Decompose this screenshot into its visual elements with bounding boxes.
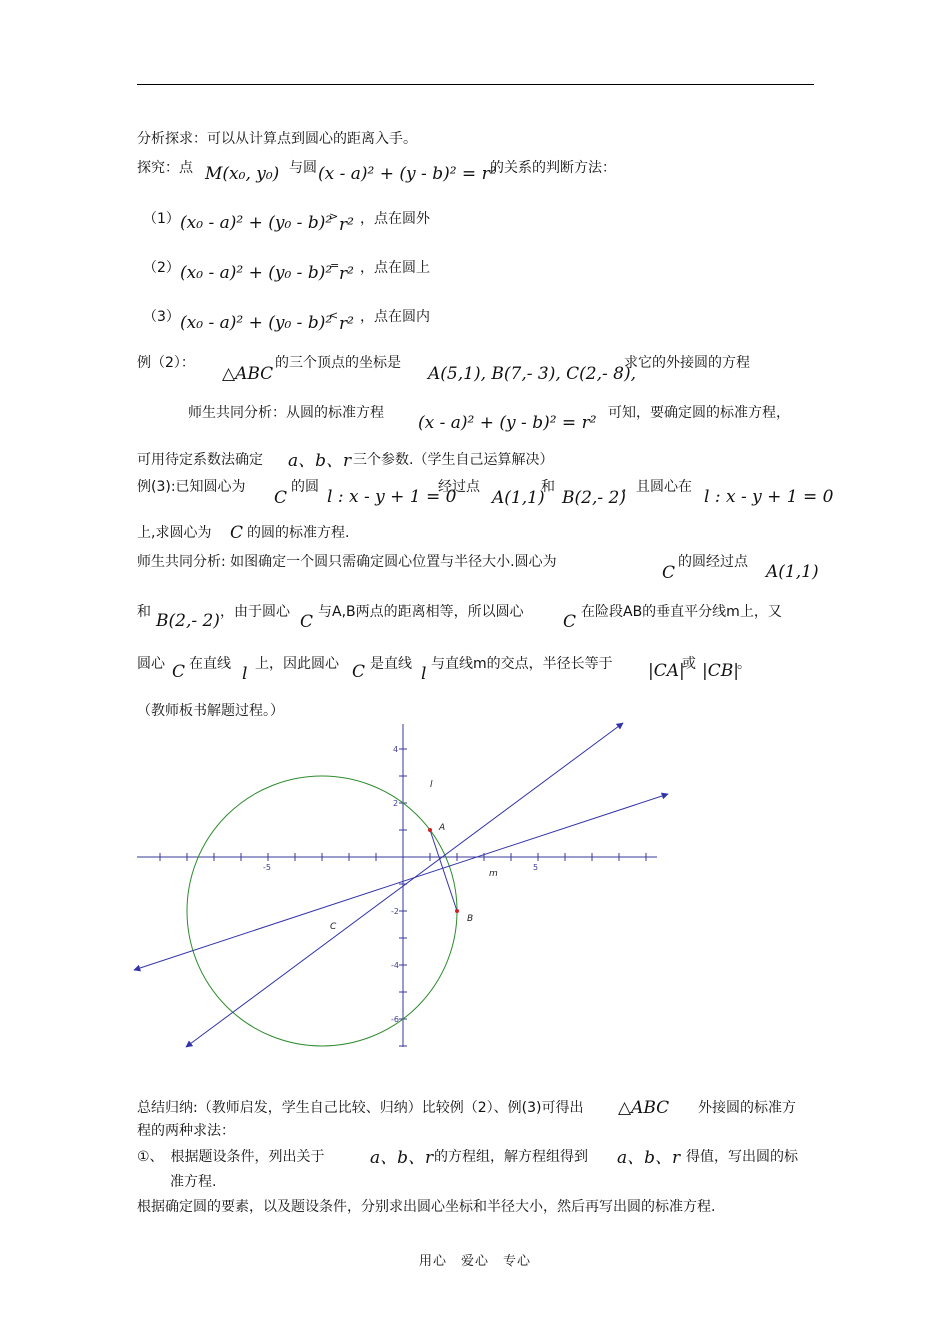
case-1-lhs: (x₀ - a)² + (y₀ - b)²	[180, 213, 333, 233]
circumcircle	[187, 776, 457, 1046]
method-1-a: ①、 根据题设条件，列出关于	[137, 1149, 325, 1165]
case-2-lhs: (x₀ - a)² + (y₀ - b)²	[180, 263, 333, 283]
line-l-ref: l	[242, 664, 248, 684]
example-2-text: 的三个顶点的坐标是	[275, 355, 401, 371]
example-2-label: 例（2）：	[137, 355, 195, 371]
point-B-2: B(2,- 2)	[156, 611, 220, 631]
case-2-text: ，点在圆上	[360, 260, 430, 276]
example-2-question: 求它的外接圆的方程	[624, 355, 750, 371]
center-C-2: C	[230, 523, 244, 543]
y-tick-label: -4	[391, 961, 399, 970]
case-1-text: ，点在圆外	[360, 211, 430, 227]
circle-equation: (x - a)² + (y - b)² = r²	[318, 164, 497, 184]
para-3-f: 或	[682, 656, 696, 672]
case-2-label: （2）	[143, 260, 180, 276]
point-b-dot	[455, 909, 459, 913]
center-C-4: C	[300, 612, 314, 632]
case-2-sign: =	[330, 259, 340, 272]
line-l-equation-2: l : x - y + 1 = 0	[704, 487, 834, 507]
para-2-c: 与A,B两点的距离相等，所以圆心	[318, 604, 524, 620]
point-A-2: A(1,1)	[766, 562, 819, 582]
example-3-f: 上,求圆心为	[137, 525, 212, 541]
x-tick-label: -5	[263, 863, 271, 872]
line-l-ref-2: l	[421, 664, 427, 684]
para-1-b: 的圆经过点	[678, 554, 748, 570]
standard-equation: (x - a)² + (y - b)² = r²	[418, 413, 597, 433]
analysis-2-b: 三个参数.（学生自己运算解决）	[353, 452, 554, 468]
para-3-e: 与直线m的交点，半径长等于	[431, 656, 613, 672]
para-2-b: ，由于圆心	[220, 604, 290, 620]
x-tick-label: 5	[533, 863, 539, 872]
y-tick-label: 2	[393, 799, 399, 808]
case-3-label: （3）	[143, 309, 180, 325]
center-C-3: C	[662, 563, 676, 583]
vertex-coordinates: A(5,1), B(7,- 3), C(2,- 8),	[428, 364, 636, 384]
params-abr-2: a、b、r	[370, 1148, 434, 1168]
case-1-sign: >	[329, 210, 339, 223]
para-3-d: 是直线	[370, 656, 412, 672]
length-CB: |CB|	[702, 661, 739, 681]
length-CA: |CA|	[648, 661, 685, 681]
example-3-c: 经过点	[438, 479, 480, 495]
segment-ab	[430, 830, 457, 911]
explore-label: 探究：点	[137, 160, 193, 176]
method-2: 根据确定圆的要素，以及题设条件，分别求出圆心坐标和半径大小，然后再写出圆的标准方程.	[137, 1199, 716, 1215]
line-l-equation: l : x - y + 1 = 0	[327, 487, 457, 507]
para-2-a: 和	[137, 604, 151, 620]
summary-1-b: 外接圆的标准方	[698, 1100, 796, 1116]
params-abr: a、b、r	[288, 451, 352, 471]
analysis-line: 分析探求：可以从计算点到圆心的距离入手。	[137, 131, 417, 147]
triangle-abc: △ABC	[222, 364, 274, 384]
para-3-a: 圆心	[137, 656, 165, 672]
example-3-d: 和	[541, 479, 555, 495]
y-tick-label: 4	[393, 745, 399, 754]
para-3-b: 在直线	[189, 656, 231, 672]
example-3-b: 的圆	[291, 479, 319, 495]
case-3-text: ，点在圆内	[360, 309, 430, 325]
case-2-r2: r²	[339, 264, 354, 284]
label-B: B	[467, 914, 474, 924]
line-l	[186, 723, 623, 1047]
point-M: M(x₀, y₀)	[205, 164, 280, 184]
analysis-1-b: 可知，要确定圆的标准方程，	[608, 405, 790, 421]
case-1-label: （1）	[143, 211, 180, 227]
case-3-r2: r²	[339, 314, 354, 334]
board-note: （教师板书解题过程。）	[137, 703, 284, 719]
point-A: A(1,1)	[492, 488, 545, 508]
page-footer: 用心 爱心 专心	[418, 1254, 531, 1269]
method-1-b: 的方程组，解方程组得到	[434, 1149, 588, 1165]
point-a-dot	[428, 828, 432, 832]
label-l: l	[430, 780, 433, 790]
label-m: m	[489, 869, 498, 879]
method-1-d: 准方程.	[170, 1174, 217, 1190]
summary-2: 程的两种求法：	[137, 1123, 235, 1139]
para-3-c: 上，因此圆心	[255, 656, 339, 672]
center-C-6: C	[172, 662, 186, 682]
y-tick-label: -6	[391, 1015, 399, 1024]
example-3-g: 的圆的标准方程.	[247, 525, 350, 541]
label-A: A	[439, 823, 446, 833]
triangle-abc-2: △ABC	[618, 1098, 670, 1118]
analysis-2-a: 可用待定系数法确定	[137, 452, 263, 468]
case-1-r2: r²	[339, 215, 354, 235]
center-C: C	[274, 488, 288, 508]
para-1-a: 师生共同分析: 如图确定一个圆只需确定圆心位置与半径大小.圆心为	[137, 554, 557, 570]
para-3-g: 。	[737, 656, 751, 672]
explore-text-b: 与圆	[289, 160, 317, 176]
summary-1-a: 总结归纳:（教师启发，学生自己比较、归纳）比较例（2）、例(3)可得出	[137, 1100, 584, 1116]
para-2-d: 在险段AB的垂直平分线m上，又	[581, 604, 782, 620]
method-1-c: 得值，写出圆的标	[686, 1149, 798, 1165]
center-C-5: C	[563, 612, 577, 632]
label-C: C	[330, 922, 337, 932]
center-C-7: C	[352, 662, 366, 682]
params-abr-3: a、b、r	[617, 1148, 681, 1168]
explore-text-c: 的关系的判断方法：	[490, 160, 616, 176]
line-m	[134, 794, 668, 970]
case-3-lhs: (x₀ - a)² + (y₀ - b)²	[180, 313, 333, 333]
y-tick-label: -2	[391, 907, 399, 916]
point-B: B(2,- 2)	[562, 488, 626, 508]
analysis-1-a: 师生共同分析：从圆的标准方程	[188, 405, 384, 421]
case-3-sign: <	[329, 309, 339, 322]
example-3-e: ，且圆心在	[622, 479, 692, 495]
example-3-a: 例(3):已知圆心为	[137, 479, 246, 495]
